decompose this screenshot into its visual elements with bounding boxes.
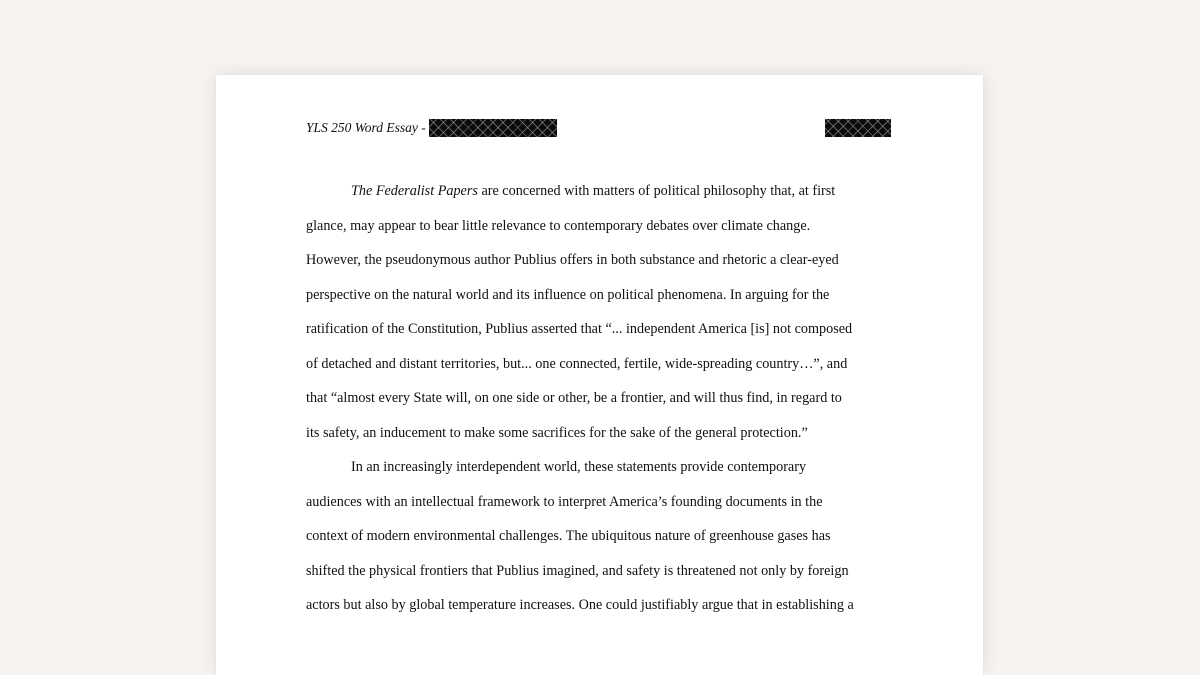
header-left xyxy=(306,119,557,137)
redacted-name-block xyxy=(429,119,557,137)
text-line: of detached and distant territories, but... one connected, fertile, wide-spreading country…”, and xyxy=(306,355,848,372)
paragraph-1 xyxy=(306,174,891,450)
header-title: YLS 250 Word Essay - xyxy=(306,120,426,135)
text-line: However, the pseudonymous author Publius offers in both substance and rhetoric a clear-eyed xyxy=(306,252,839,268)
paragraph-2 xyxy=(306,450,891,623)
text-line: context of modern environmental challenges. The ubiquitous nature of greenhouse gases has xyxy=(306,528,831,544)
text-line xyxy=(306,174,891,209)
page-header xyxy=(306,119,891,139)
book-title: The Federalist Papers xyxy=(351,183,478,199)
text-line: its safety, an inducement to make some sacrifices for the sake of the general protection.” xyxy=(306,424,808,441)
text-line: ratification of the Constitution, Publius asserted that “... independent America [is] not composed xyxy=(306,321,853,337)
text-line: shifted the physical frontiers that Publius imagined, and safety is threatened not only by foreign xyxy=(306,562,849,579)
text-line: that “almost every State will, on one side or other, be a frontier, and will thus find, in regard to xyxy=(306,390,842,406)
text-line-rest: are concerned with matters of political philosophy that, at first xyxy=(477,183,836,199)
text-line: In an increasingly interdependent world, these statements provide contemporary xyxy=(351,459,807,475)
text-line: audiences with an intellectual framework to interpret America’s founding documents in the xyxy=(306,493,823,510)
redacted-id-block xyxy=(825,119,891,137)
text-line: perspective on the natural world and its influence on political phenomena. In arguing for the xyxy=(306,286,830,303)
document-page xyxy=(216,75,983,675)
text-line: glance, may appear to bear little relevance to contemporary debates over climate change. xyxy=(306,217,811,234)
text-line: actors but also by global temperature increases. One could justifiably argue that in establishing a xyxy=(306,597,854,613)
essay-body xyxy=(306,174,891,623)
